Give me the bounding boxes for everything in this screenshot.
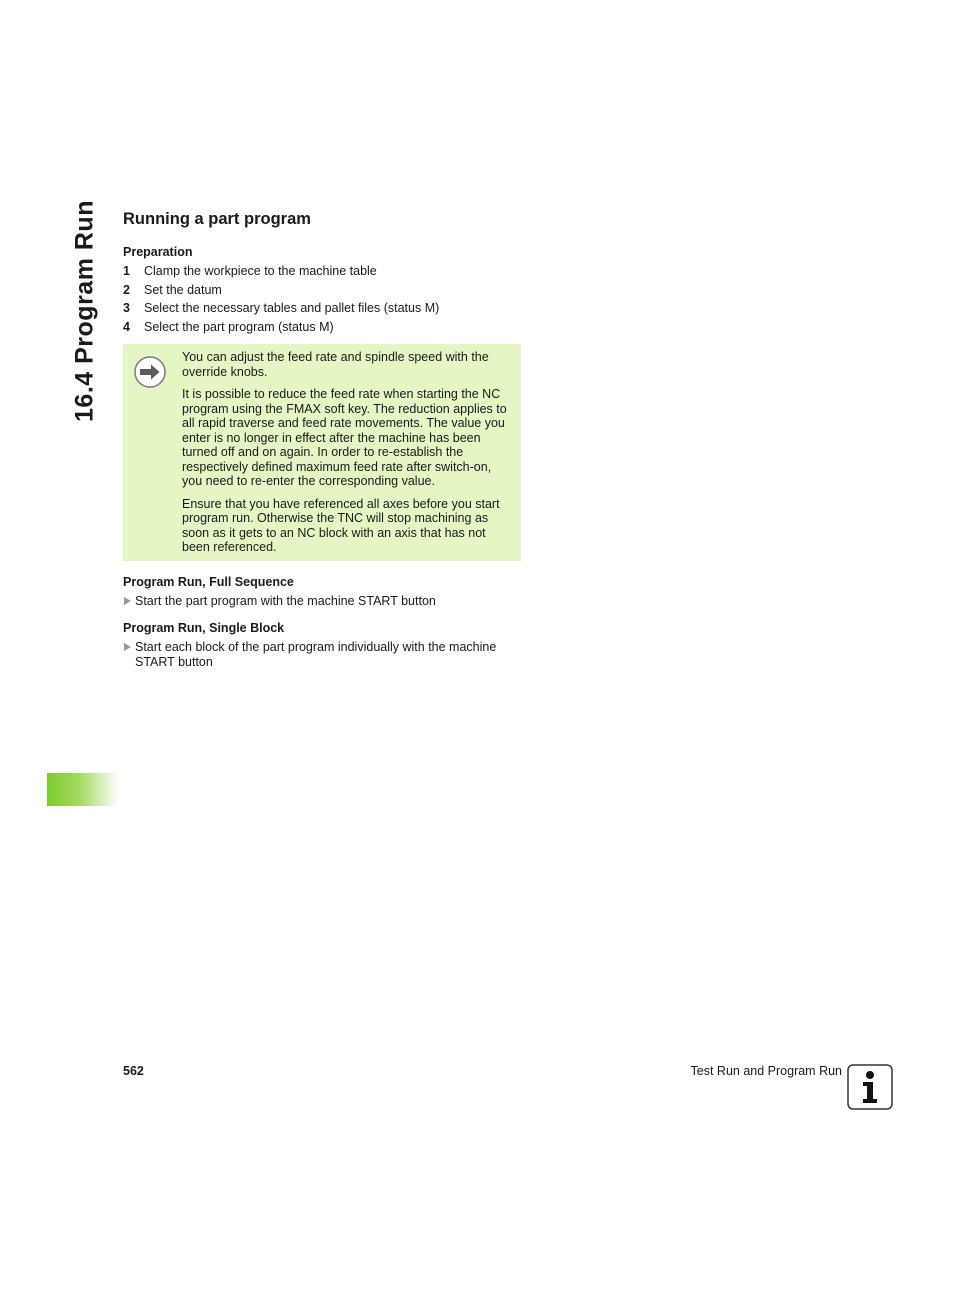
step-number: 4 <box>123 319 130 334</box>
step-text: Select the part program (status M) <box>144 319 334 334</box>
note-paragraph: It is possible to reduce the feed rate when starting the NC program using the FMAX soft key. The reduction applies to all rapid traverse and feed rate movements. The value you enter is no longer in effect after the machine has been turned off and on again. In order to re-establish the respectively defined maximum feed rate after switch-on, you need to re-enter the corresponding value. <box>182 387 507 488</box>
step-item <box>123 281 439 300</box>
triangle-bullet-icon <box>124 597 131 605</box>
section-title: Running a part program <box>123 210 311 228</box>
single-block-action-text: Start each block of the part program individually with the machine START button <box>135 640 497 669</box>
note-paragraph: Ensure that you have referenced all axes before you start program run. Otherwise the TNC will stop machining as soon as it gets to an NC block with an axis that has not been referenced. <box>182 496 500 554</box>
single-block-action <box>123 640 523 669</box>
step-item <box>123 262 439 281</box>
chapter-thumb-tab <box>47 773 119 806</box>
step-number: 3 <box>123 301 130 316</box>
side-chapter-title-text: 16.4 Program Run <box>70 200 99 422</box>
side-chapter-title <box>64 200 106 422</box>
note-paragraph: You can adjust the feed rate and spindle speed with the override knobs. <box>182 350 489 379</box>
step-text: Clamp the workpiece to the machine table <box>144 264 377 278</box>
preparation-heading: Preparation <box>123 245 193 259</box>
single-block-heading: Program Run, Single Block <box>123 621 285 635</box>
preparation-steps <box>123 262 439 336</box>
full-sequence-heading: Program Run, Full Sequence <box>123 575 294 589</box>
info-icon <box>847 1064 893 1110</box>
page-number: 562 <box>123 1064 144 1078</box>
note-box <box>123 344 521 561</box>
step-item <box>123 299 439 318</box>
arrow-right-icon <box>134 356 166 388</box>
step-number: 2 <box>123 282 130 297</box>
triangle-bullet-icon <box>124 643 131 651</box>
full-sequence-action-text: Start the part program with the machine START button <box>135 594 436 608</box>
full-sequence-action <box>123 594 523 609</box>
note-text <box>182 350 514 563</box>
step-text: Set the datum <box>144 282 222 297</box>
step-text: Select the necessary tables and pallet files (status M) <box>144 301 440 316</box>
footer-chapter-name: Test Run and Program Run <box>690 1064 842 1078</box>
step-number: 1 <box>123 264 130 278</box>
step-item <box>123 318 439 337</box>
